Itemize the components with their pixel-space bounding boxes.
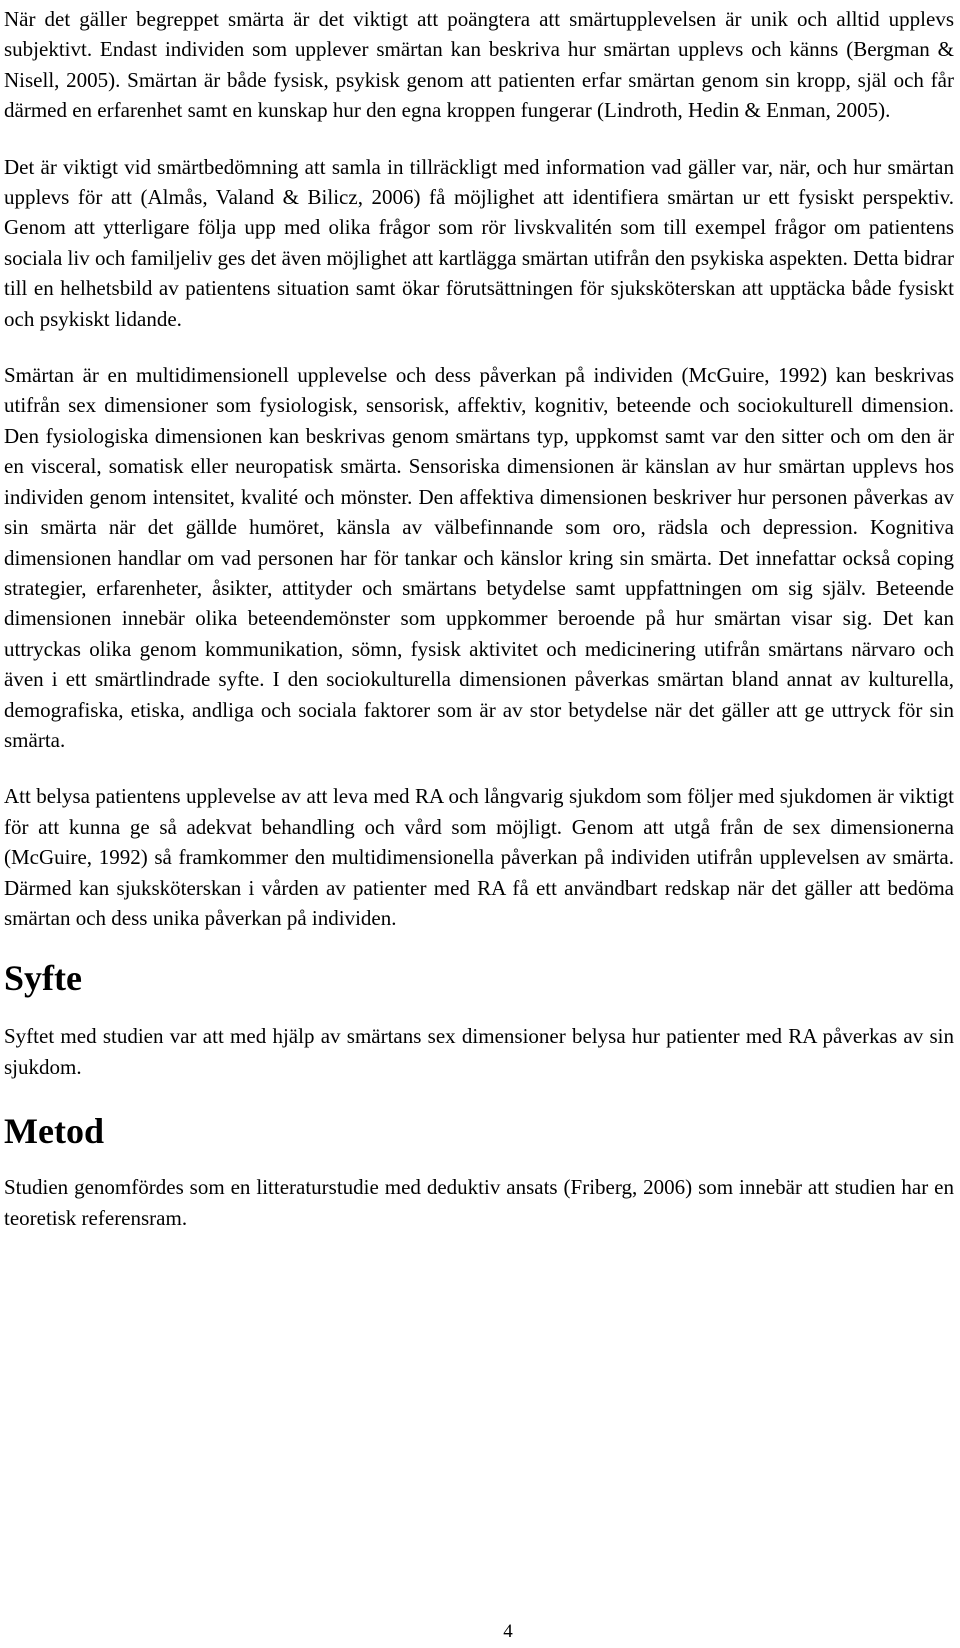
document-body <box>4 4 954 1233</box>
paragraph-metod: Studien genomfördes som en litteraturstudie med deduktiv ansats (Friberg, 2006) som innebär att studien har en teoretisk referensram. <box>4 1175 954 1230</box>
heading-metod: Metod <box>4 1111 104 1152</box>
paragraph-pain-subjective: När det gäller begreppet smärta är det viktigt att poängtera att smärtupplevelsen är unik och alltid upplevs subjektivt. Endast individen som upplever smärtan kan beskriva hur smärtan upplevs och känns (Bergman & Nisell, 2005). Smärtan är både fysisk, psykisk genom att patienten erfar smärtan genom sin kropp, själ och får därmed en erfarenhet samt en kunskap hur den egna kroppen fungerar (Lindroth, Hedin & Enman, 2005). <box>4 7 954 123</box>
paragraph-syfte: Syftet med studien var att med hjälp av smärtans sex dimensioner belysa hur patienter med RA påverkas av sin sjukdom. <box>4 1024 954 1079</box>
page-number: 4 <box>503 1621 513 1642</box>
paragraph-pain-assessment: Det är viktigt vid smärtbedömning att samla in tillräckligt med information vad gäller var, när, och hur smärtan upplevs för att (Almås, Valand & Bilicz, 2006) få möjlighet att identifiera smärtan ur ett fysiskt perspektiv. Genom att ytterligare följa upp med olika frågor som rör livskvalitén som till exempel frågor om patientens sociala liv och familjeliv ges det även möjlighet att kartlägga smärtan utifrån den psykiska aspekten. Detta bidrar till en helhetsbild av patientens situation samt ökar förutsättningen för sjuksköterskan att upptäcka både fysiskt och psykiskt lidande. <box>4 154 954 331</box>
paragraph-pain-dimensions: Smärtan är en multidimensionell upplevelse och dess påverkan på individen (McGuire, 1992) kan beskrivas utifrån sex dimensioner som fysiologisk, sensorisk, affektiv, kognitiv, beteende och sociokulturell dimension. Den fysiologiska dimensionen kan beskrivas genom smärtans typ, uppkomst samt var den sitter och om den är en visceral, somatisk eller neuropatisk smärta. Sensoriska dimensionen är känslan av hur smärtan upplevs hos individen genom intensitet, kvalité och mönster. Den affektiva dimensionen beskriver hur personen påverkas av sin smärta när det gällde humöret, känsla av välbefinnande som oro, rädsla och depression. Kognitiva dimensionen handlar om vad personen har för tankar och känslor kring sin smärta. Det innefattar också coping strategier, erfarenheter, åsikter, attityder och smärtans betydelse samt uppfattningen om sig själv. Beteende dimensionen innebär olika beteendemönster som uppkommer beroende på hur smärtan visar sig. Det kan uttryckas olika genom kommunikation, sömn, fysisk aktivitet och medicinering utifrån smärtans närvaro och även i ett smärtlindrade syfte. I den sociokulturella dimensionen påverkas smärtan bland annat av kulturella, demografiska, etiska, andliga och sociala faktorer som är av stor betydelse när det gäller att ge uttryck för sin smärta. <box>4 363 954 752</box>
heading-syfte: Syfte <box>4 958 82 999</box>
paragraph-ra-experience: Att belysa patientens upplevelse av att leva med RA och långvarig sjukdom som följer med sjukdomen är viktigt för att kunna ge så adekvat behandling och vård som möjligt. Genom att utgå från de sex dimensionerna (McGuire, 1992) så framkommer den multidimensionella påverkan på individen utifrån upplevelsen av smärta. Därmed kan sjuksköterskan i vården av patienter med RA få ett användbart redskap när det gäller att bedöma smärtan och dess unika påverkan på individen. <box>4 784 954 930</box>
